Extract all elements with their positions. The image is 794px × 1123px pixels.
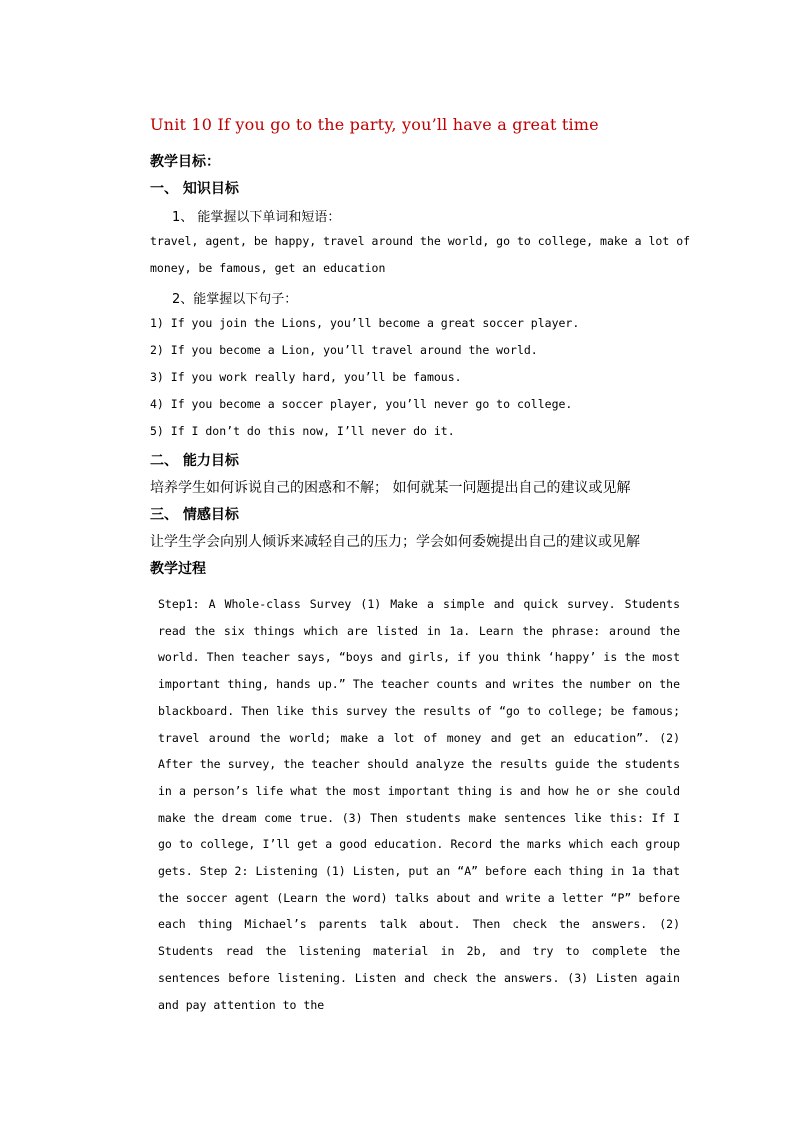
sentence-4: 4) If you become a soccer player, you’ll never go to college. <box>150 397 573 411</box>
ability-objectives-text: 培养学生如何诉说自己的困惑和不解； 如何就某一问题提出自己的建议或见解 <box>150 480 631 496</box>
document-title: Unit 10 If you go to the party, you’ll have a great time <box>150 115 599 134</box>
ability-objectives-heading: 二、 能力目标 <box>150 453 239 469</box>
objectives-heading: 教学目标： <box>150 154 220 170</box>
sentence-2: 2) If you become a Lion, you’ll travel around the world. <box>150 343 538 357</box>
sentence-5: 5) If I don’t do this now, I’ll never do it. <box>150 424 455 438</box>
vocab-line-2: money, be famous, get an education <box>150 261 386 275</box>
sentence-1: 1) If you join the Lions, you’ll become a great soccer player. <box>150 316 580 330</box>
knowledge-objectives-heading: 一、 知识目标 <box>150 181 239 197</box>
sentences-item-label: 2、能掌握以下句子： <box>172 292 298 307</box>
vocab-item-label: 1、 能掌握以下单词和短语： <box>172 210 341 225</box>
emotional-objectives-text: 让学生学会向别人倾诉来减轻自己的压力；学会如何委婉提出自己的建议或见解 <box>150 534 640 550</box>
teaching-process-paragraph: Step1: A Whole-class Survey (1) Make a simple and quick survey. Students read the six things which are listed in 1a. Learn the phrase: around the world. Then teacher says, “boys and girls, if you think ‘happy’ is the most important thing, hands up.” The teacher counts and writes the number on the blackboard. Then like this survey the results of “go to college; be famous; travel around the world; make a lot of money and get an education”. (2) After the survey, the teacher should analyze the results guide the students in a person’s life what the most important thing is and how he or she could make the dream come true. (3) Then students make sentences like this: If I go to college, I’ll get a good education. Record the marks which each group gets. Step 2: Listening (1) Listen, put an “A” before each thing in 1a that the soccer agent (Learn the word) talks about and write a letter “P” before each thing Michael’s parents talk about. Then check the answers. (2) Students read the listening material in 2b, and try to complete the sentences before listening. Listen and check the answers. (3) Listen again and pay attention to the <box>158 597 680 1012</box>
vocab-line-1: travel, agent, be happy, travel around the world, go to college, make a lot of <box>150 234 691 248</box>
sentence-3: 3) If you work really hard, you’ll be famous. <box>150 370 462 384</box>
emotional-objectives-heading: 三、 情感目标 <box>150 507 239 523</box>
teaching-process-heading: 教学过程 <box>150 561 206 577</box>
